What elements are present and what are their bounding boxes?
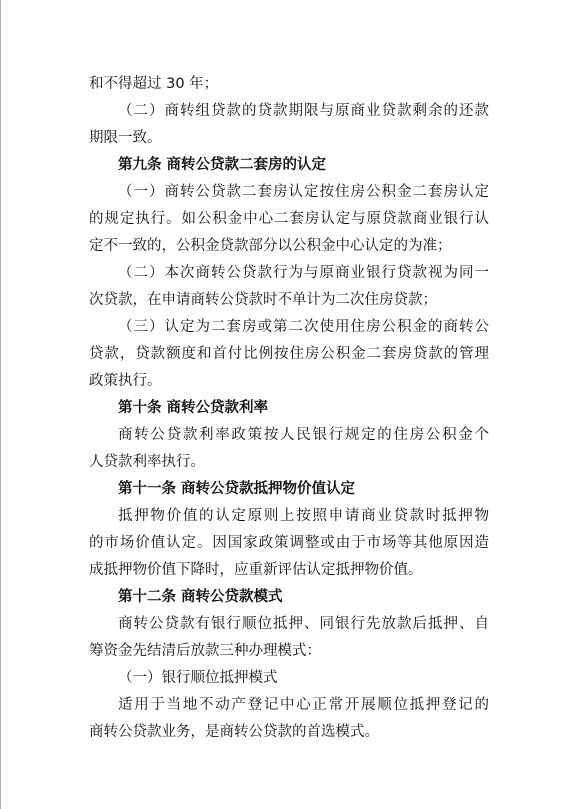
text-line: 政策执行。 xyxy=(89,373,162,389)
text-line: 商转公贷款业务，是商转公贷款的首选模式。 xyxy=(89,724,379,740)
article-heading: 第十二条 商转公贷款模式 xyxy=(118,589,283,605)
text-line: 适用于当地不动产登记中心正常开展顺位抵押登记的 xyxy=(118,697,489,713)
text-line: 期限一致。 xyxy=(89,130,162,146)
text-line: 抵押物价值的认定原则上按照申请商业贷款时抵押物 xyxy=(118,508,489,524)
text-line: （一）商转公贷款二套房认定按住房公积金二套房认定 xyxy=(118,184,489,200)
text-line: 商转公贷款有银行顺位抵押、同银行先放款后抵押、自 xyxy=(118,616,489,632)
text-line: 成抵押物价值下降时，应重新评估认定抵押物价值。 xyxy=(89,562,423,578)
text-line: 贷款，贷款额度和首付比例按住房公积金二套房贷款的管理 xyxy=(89,346,489,362)
text-line: 定不一致的，公积金贷款部分以公积金中心认定的为准； xyxy=(89,238,452,254)
text-line: 商转公贷款利率政策按人民银行规定的住房公积金个 xyxy=(118,427,489,443)
text-line: 的规定执行。如公积金中心二套房认定与原贷款商业银行认 xyxy=(89,211,489,227)
article-heading: 第十一条 商转公贷款抵押物价值认定 xyxy=(118,481,356,497)
text-line: （三）认定为二套房或第二次使用住房公积金的商转公 xyxy=(118,319,489,335)
text-line: （一）银行顺位抵押模式 xyxy=(118,670,278,686)
text-line: （二）本次商转公贷款行为与原商业银行贷款视为同一 xyxy=(118,265,489,281)
text-line: 筹资金先结清后放款三种办理模式： xyxy=(89,643,321,659)
text-line: 次贷款，在申请商转公贷款时不单计为二次住房贷款； xyxy=(89,292,437,308)
text-line: 和不得超过 30 年； xyxy=(89,76,219,92)
page-edge-line xyxy=(0,0,1,809)
article-heading: 第十条 商转公贷款利率 xyxy=(118,400,269,416)
document-page xyxy=(89,71,489,746)
text-line: 的市场价值认定。因国家政策调整或由于市场等其他原因造 xyxy=(89,535,489,551)
text-line: 人贷款利率执行。 xyxy=(89,454,205,470)
text-line: （二）商转组贷款的贷款期限与原商业贷款剩余的还款 xyxy=(118,103,489,119)
article-heading: 第九条 商转公贷款二套房的认定 xyxy=(118,157,327,173)
